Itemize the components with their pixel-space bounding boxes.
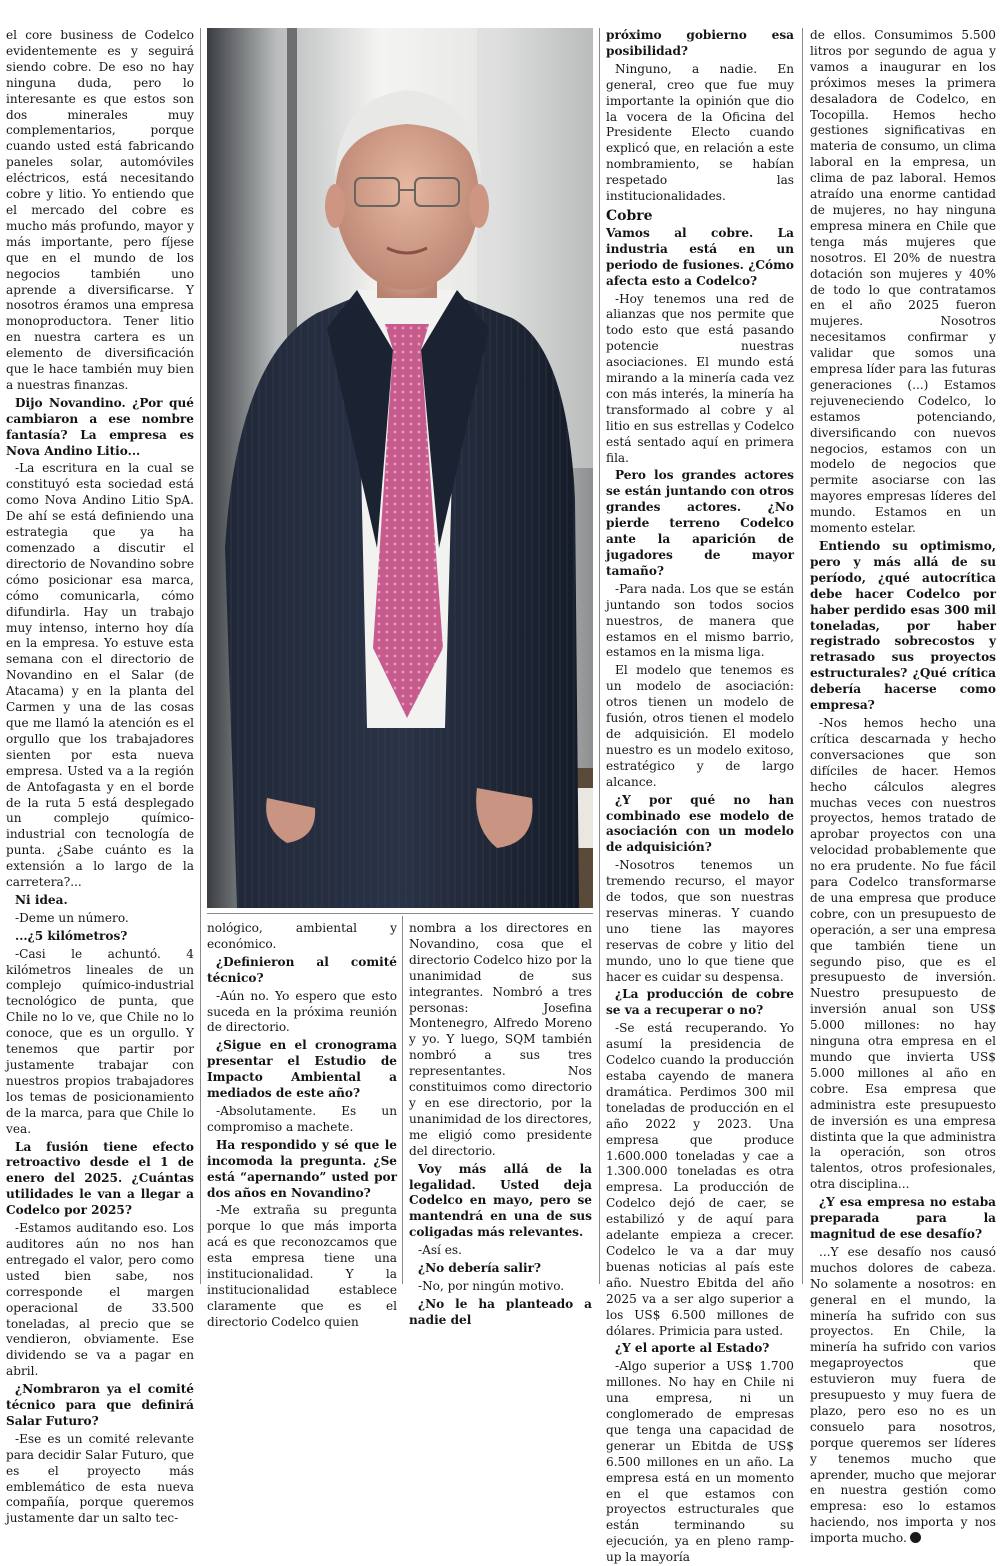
paragraph: -Aún no. Yo espero que esto suceda en la próxima reunión de directorio. (207, 988, 397, 1035)
paragraph: -Así es. (418, 1243, 462, 1258)
paragraph: -Deme un número. (15, 910, 129, 925)
article-column-2 (207, 921, 397, 1329)
interview-question: ¿La producción de cobre se va a recuperar o no? (606, 987, 794, 1018)
interview-question: ¿Definieron al comité técnico? (207, 954, 397, 985)
interview-question: ¿Y el aporte al Estado? (615, 1341, 770, 1356)
interview-question: ¿Nombraron ya el comité técnico para que definirá Salar Futuro? (6, 1382, 194, 1428)
interview-question: ¿No debería salir? (418, 1261, 542, 1276)
interview-question: ¿Y por qué no han combinado ese modelo de asociación con un modelo de adquisición? (606, 792, 794, 855)
paragraph: -Nosotros tenemos un tremendo recurso, el mayor de todos, que son nuestras reservas mineras. Y cuando uno tiene las mayores reservas de cobre y litio del mundo, uno lo que tiene que hacer es cuidar su despensa. (606, 858, 794, 984)
paragraph: el core business de Codelco evidentemente es y seguirá siendo cobre. De eso no hay ninguna duda, pero lo interesante es que estos son dos minerales muy complementarios, porque cuando usted está fabricando paneles solar, automóviles eléctricos, está necesitando cobre y litio. Yo entiendo que el mercado del cobre es mucho más profundo, mayor y más importante, pero fíjese que en el mundo de los negocios también uno aprende a diversificarse. Y nosotros éramos una empresa monoproductora. Tener litio en nuestra cartera es un elemento de diversificación que le hace también muy bien a nuestras finanzas. (6, 28, 194, 392)
interview-question: Voy más allá de la legalidad. Usted deja Codelco en mayo, pero se mantendrá en una de sus coligadas más relevantes. (409, 1161, 592, 1240)
paragraph: nológico, ambiental y económico. (207, 921, 397, 951)
ear-left (325, 184, 345, 228)
article-column-3 (409, 921, 592, 1327)
interview-question: próximo gobierno esa posibilidad? (606, 28, 794, 58)
paragraph: ...Y ese desafío nos causó muchos dolores de cabeza. No solamente a nosotros: en general en el mundo, la minería ha sufrido con sus proyectos. En Chile, la minería ha sufrido con varios megaproyectos que estuvieron muy fuera de presupuesto y muy fuera de plazo, pero eso no es un consuelo para nosotros, porque queremos ser líderes y tenemos mucho que aprender, mucho que mejorar en nuestra gestión como empresa: eso lo estamos haciendo, nos importa y nos importa mucho. (810, 1244, 996, 1546)
paragraph: Ninguno, a nadie. En general, creo que fue muy importante la opinión que dio la vocera de la Oficina del Presidente Electo cuando explicó que, en relación a este nombramiento, se habían respetado las institucionalidades. (606, 61, 794, 204)
article-column-4 (606, 28, 794, 1565)
paragraph: -Se está recuperando. Yo asumí la presidencia de Codelco cuando la producción estaba cayendo de manera dramática. Perdimos 300 mil toneladas de producción en el año 2022 y 2023. Una empresa que produce 1.600.000 toneladas y cae a 1.300.000 toneladas es otra empresa. La producción de Codelco dejó de caer, se estabilizó y de aquí para adelante empieza a crecer. Codelco le va a dar muy buenas noticias al país este año. Nuestro Ebitda del año 2025 va a ser algo superior a los US$ 6.500 millones de dólares. Primicia para usted. (606, 1021, 794, 1338)
paragraph: -Me extraña su pregunta porque lo que más importa acá es que reconozcamos que esta empresa tiene una institucionalidad. Y la institucionalidad establece claramente que es el directorio Codelco quien (207, 1203, 397, 1329)
interview-question: ¿No le ha planteado a nadie del (409, 1296, 592, 1327)
interview-question: ¿Sigue en el cronograma presentar el Estudio de Impacto Ambiental a mediados de este año? (207, 1038, 397, 1101)
interview-question: Ni idea. (15, 892, 68, 907)
interview-question: Ha respondido y sé que le incomoda la pregunta. ¿Se está “apernando” usted por dos años en Novandino? (207, 1137, 397, 1200)
interview-question: ...¿5 kilómetros? (15, 928, 128, 943)
article-column-5 (810, 28, 996, 1546)
paragraph: -La escritura en la cual se constituyó esta sociedad está como Nova Andino Litio SpA. De ahí se está definiendo una estrategia que ya ha comenzado a discutir el directorio de Novandino sobre cómo posicionar esa marca, cómo comunicarla, cómo difundirla. Hay un trabajo muy intenso, interno hoy día en la empresa. Yo estuve esta semana con el directorio de Novandino en el Salar (de Atacama) y en la planta del Carmen y una de las cosas que me llamó la atención es el orgullo que los trabajadores sienten por esta nueva empresa. Usted va a la región de Antofagasta y en el borde de la ruta 5 está desplegado un complejo químico-industrial con tecnología de punta. ¿Sabe cuánto es la extensión a lo largo de la carretera?... (6, 461, 194, 890)
paragraph: -Ese es un comité relevante para decidir Salar Futuro, que es el proyecto más emblemático de esta nueva compañía, porque queremos justamente dar un salto tec- (6, 1431, 194, 1526)
interview-question: Pero los grandes actores se están juntando con otros grandes actores. ¿No pierde terreno Codelco ante la aparición de jugadores de mayor tamaño? (606, 468, 794, 578)
interview-question: Vamos al cobre. La industria está en un periodo de fusiones. ¿Cómo afecta esto a Codelco? (606, 225, 794, 288)
ear-right (469, 184, 489, 228)
paragraph: -Algo superior a US$ 1.700 millones. No hay en Chile ni una empresa, ni un conglomerado de empresas que tenga una capacidad de generar un Ebitda de US$ 6.500 millones en un año. La empresa está en un momento en el que estamos con proyectos estructurales que están terminando su ejecución, ya en pleno ramp-up la mayoría (606, 1359, 794, 1565)
column-rule-1 (200, 28, 201, 1284)
column-rule-2 (599, 28, 600, 1284)
article-column-1 (6, 28, 194, 1526)
interview-question: La fusión tiene efecto retroactivo desde el 1 de enero del 2025. ¿Cuántas utilidades le van a llegar a Codelco por 2025? (6, 1139, 194, 1218)
paragraph: -No, por ningún motivo. (418, 1278, 565, 1293)
paragraph: -Absolutamente. Es un compromiso a machete. (207, 1103, 397, 1134)
paragraph: -Estamos auditando eso. Los auditores aún no nos han entregado el valor, pero como usted bien sabe, nos corresponde el margen operacional de 33.500 toneladas, al precio que se vendieron, obviamente. Ese dividendo se va a pagar en abril. (6, 1221, 194, 1379)
interview-question: Dijo Novandino. ¿Por qué cambiaron a ese nombre fantasía? La empresa es Nova Andino Litio... (6, 395, 194, 458)
paragraph: -Para nada. Los que se están juntando son todos socios nuestros, de manera que estamos en el mismo barrio, estamos en la misma liga. (606, 581, 794, 660)
column-rule-3 (802, 28, 803, 1284)
section-heading: Cobre (606, 207, 653, 224)
paragraph: -Hoy tenemos una red de alianzas que nos permite que todo esto que está pasando potencie nuestras asociaciones. El mundo está mirando a la minería cada vez con más interés, la minería ha transformado al cobre y al litio en sus estrellas y Codelco está sentado aquí en primera fila. (606, 291, 794, 465)
paragraph: El modelo que tenemos es un modelo de asociación: otros tienen un modelo de fusión, otros tienen el modelo de adquisición. El modelo nuestro es un modelo exitoso, estratégico y de largo alcance. (606, 663, 794, 789)
paragraph: nombra a los directores en Novandino, cosa que el directorio Codelco hizo por la unanimidad de sus integrantes. Nombró a tres personas: Josefina Montenegro, Alfredo Moreno y yo. Y luego, SQM también nombró a sus tres representantes. Nos constituimos como directorio y en ese directorio, por la unanimidad de los directores, me eligió como presidente del directorio. (409, 921, 592, 1158)
photo-bottom-rule (207, 913, 593, 914)
end-of-article-icon (910, 1532, 921, 1543)
paragraph: -Casi le achuntó. 4 kilómetros lineales de un complejo químico-industrial tecnológico de punta, que Chile no lo ve, que Chile no lo conoce, que es un orgullo. Y tenemos que partir por justamente trabajar con nuestros propios trabajadores los temas de posicionamiento de la marca, para que Chile lo vea. (6, 946, 194, 1136)
interview-question: ¿Y esa empresa no estaba preparada para la magnitud de ese desafío? (810, 1195, 996, 1241)
paragraph: de ellos. Consumimos 5.500 litros por segundo de agua y vamos a inaugurar en los próximos meses la primera desaladora de Codelco, en Tocopilla. Hemos hecho gestiones significativas en materia de consumo, un clima laboral en la empresa, un clima de paz laboral. Hemos atraído una enorme cantidad de mujeres, no hay ninguna empresa minera en Chile que tenga más mujeres que nosotros. El 20% de nuestra dotación son mujeres y 40% de todo lo que contratamos en el año 2025 fueron mujeres. Nosotros necesitamos confirmar y validar que somos una empresa líder para las futuras generaciones (...) Estamos rejuveneciendo Codelco, lo estamos potenciando, diversificando con nuevos negocios, estamos con un modelo de negocios que permite asociarse con las mayores empresas líderes del mundo. Estamos en un momento estelar. (810, 28, 996, 536)
column-rule-4 (402, 916, 403, 1284)
interview-question: Entiendo su optimismo, pero y más allá de su período, ¿qué autocrítica debe hacer Codelco por haber perdido esas 300 mil toneladas, por haber registrado sobrecostos y retrasado sus proyectos estructurales? ¿Qué crítica debería hacerse como empresa? (810, 539, 996, 713)
paragraph: -Nos hemos hecho una crítica descarnada y hecho conversaciones que son difíciles de hacer. Hemos hecho cálculos alegres muchas veces con nuestros proyectos, hemos tratado de aprobar proyectos con una velocidad probablemente que no era prudente. No fue fácil para Codelco transformarse de una empresa que produce cobre, con un presupuesto de operación, a ser una empresa que también tiene un segundo piso, que es el presupuesto de inversión. Nuestro presupuesto de inversión anual son US$ 5.000 millones: no hay ninguna otra empresa en el mundo que invierta US$ 5.000 millones al año en cobre. Esa empresa que administra este presupuesto de inversión es una empresa distinta que la que administra la operación, son otros talentos, otros profesionales, otra disciplina... (810, 715, 996, 1192)
interview-photo (207, 28, 593, 908)
